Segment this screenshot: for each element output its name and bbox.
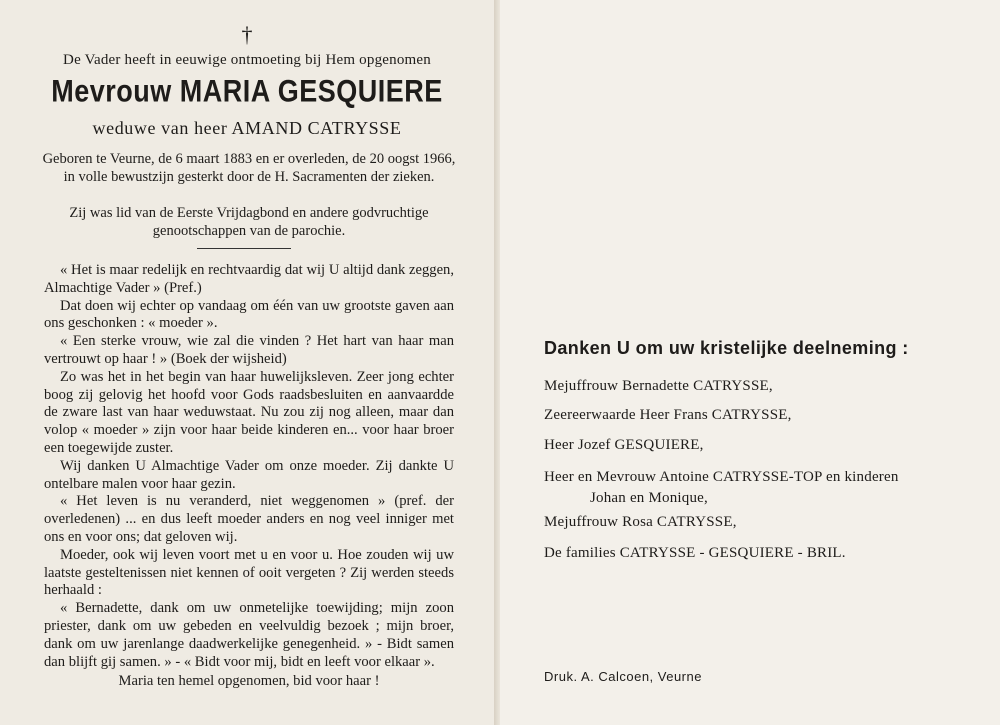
widow-line: weduwe van heer AMAND CATRYSSE [92, 118, 402, 138]
left-page [0, 0, 495, 725]
mourner-line: De families CATRYSSE - GESQUIERE - BRIL. [544, 545, 846, 561]
paragraph: Dat doen wij echter op vandaag om één van uw grootste gaven aan ons geschonken : « moeder ». [44, 297, 454, 332]
memorial-text [44, 262, 454, 691]
mourner-line: Mejuffrouw Bernadette CATRYSSE, [544, 378, 773, 394]
divider [197, 248, 291, 249]
mourner-line: Heer Jozef GESQUIERE, [544, 437, 704, 453]
closing-prayer: Maria ten hemel opgenomen, bid voor haar ! [118, 673, 380, 690]
right-page [500, 0, 1000, 725]
paragraph: Zo was het in het begin van haar huwelijksleven. Zeer jong echter boog zij gelovig het hoofd voor Gods raadsbesluiten en aanvaardde de zware last van haar weduwstaat. Nu zou zij nog alleen, maar dan volop « moeder » zijn voor haar beide kinderen en... voor haar broer een toegewijde zuster. [44, 368, 454, 456]
birth-death-text: Geboren te Veurne, de 6 maart 1883 en er overleden, de 20 oogst 1966, in volle bewustzijn gesterkt door de H. Sacramenten der zieken. [42, 151, 456, 185]
deceased-name: Mevrouw MARIA GESQUIERE [51, 73, 443, 109]
mourner-line: Zeereerwaarde Heer Frans CATRYSSE, [544, 407, 792, 423]
mourner-line: Mejuffrouw Rosa CATRYSSE, [544, 514, 737, 530]
printer-credit: Druk. A. Calcoen, Veurne [544, 669, 702, 684]
mourner-line: Heer en Mevrouw Antoine CATRYSSE-TOP en kinderen [544, 469, 899, 485]
paragraph: « Het is maar redelijk en rechtvaardig dat wij U altijd dank zeggen, Almachtige Vader » (Pref.) [44, 262, 454, 296]
thanks-heading: Danken U om uw kristelijke deelneming : [544, 338, 909, 358]
mourner-line: Johan en Monique, [590, 490, 708, 506]
paragraph: Wij danken U Almachtige Vader om onze moeder. Zij dankte U ontelbare malen voor haar gezin. [44, 457, 454, 492]
intro-line: De Vader heeft in eeuwige ontmoeting bij Hem opgenomen [63, 52, 431, 68]
paragraph: « Bernadette, dank om uw onmetelijke toewijding; mijn zoon priester, dank om uw gebeden en veelvuldig bezoek ; mijn broer, dank om uw jarenlange daadwerkelijke genegenheid. » - Bidt samen dan blijft gij samen. » - « Bidt voor mij, bidt en leeft voor elkaar ». [44, 600, 454, 670]
membership-text: Zij was lid van de Eerste Vrijdagbond en andere godvruchtige genootschappen van de parochie. [69, 205, 429, 239]
paragraph: Moeder, ook wij leven voort met u en voor u. Hoe zouden wij uw laatste gesteltenissen niet kennen of ooit vergeten ? Zij werden steeds herhaald : [44, 546, 454, 599]
cross-icon: † [241, 22, 253, 47]
paragraph: « Het leven is nu veranderd, niet weggenomen » (pref. der overledenen) ... en dus leeft moeder anders en nog veel inniger met ons en voor ons; dat geloven wij. [44, 493, 454, 545]
paragraph: « Een sterke vrouw, wie zal die vinden ? Het hart van haar man vertrouwt op haar ! » (Boek der wijsheid) [44, 333, 454, 367]
